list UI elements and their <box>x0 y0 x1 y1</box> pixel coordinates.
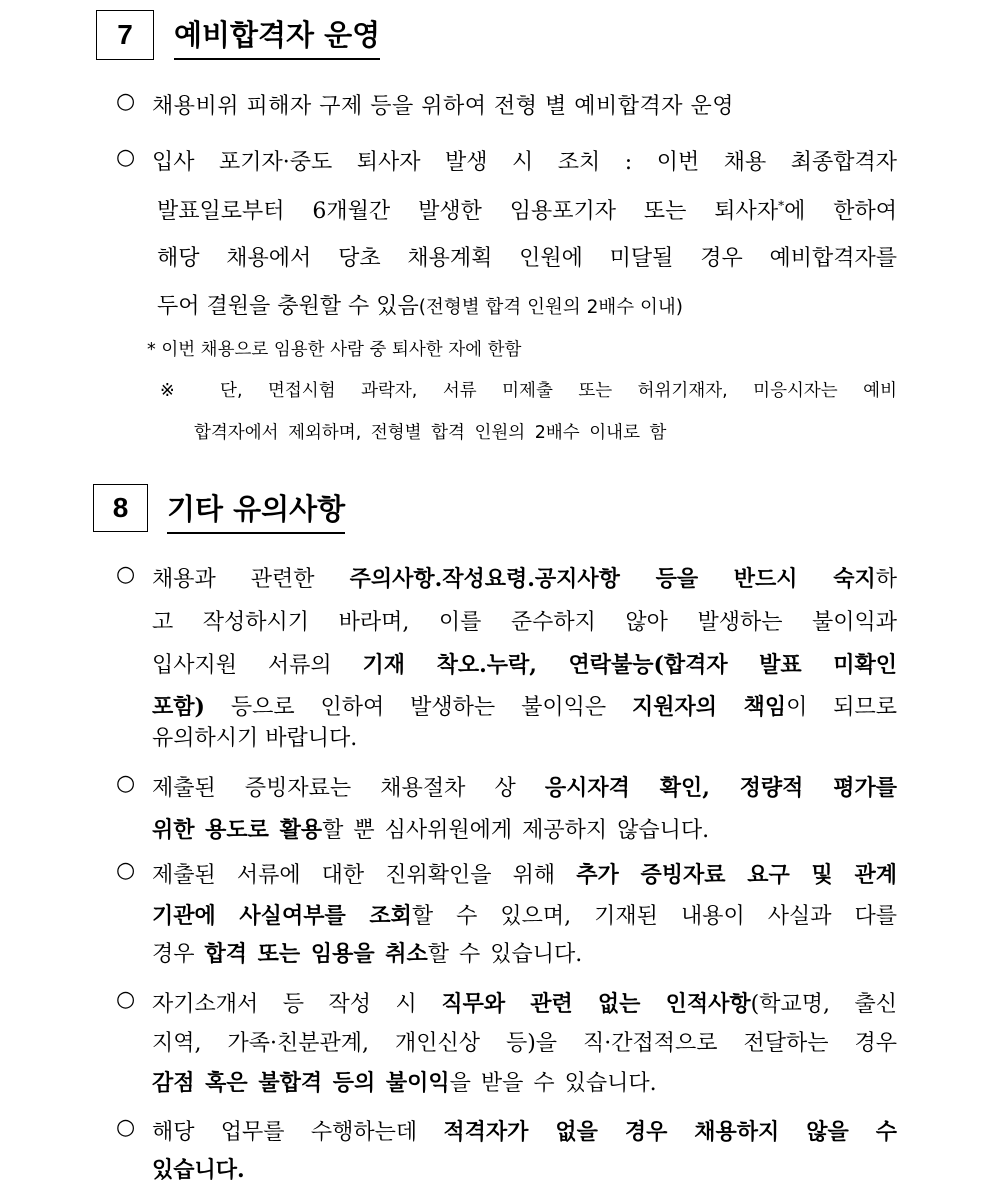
body-text-sans: (전형별 합격 인원의 2배수 이내) <box>418 297 683 318</box>
emphasis-text: 추가 증빙자료 요구 및 관계 <box>576 862 897 888</box>
emphasis-text: 주의사항.작성요령.공지사항 등을 반드시 숙지 <box>349 566 876 592</box>
emphasis-text: 포함) <box>152 694 205 720</box>
note-text: 합격자에서 제외하며, 전형별 합격 인원의 2배수 이내로 함 <box>194 423 667 443</box>
body-text: 할 뿐 심사위원에게 제공하지 않습니다. <box>322 818 710 843</box>
emphasis-text: 기재 착오.누락, 연락불능(합격자 발표 미확인 <box>362 652 897 678</box>
body-text: 이 되므로 <box>786 695 897 720</box>
section-number-box <box>93 484 148 532</box>
footnote-text: * 이번 채용으로 임용한 사람 중 퇴사한 자에 한함 <box>147 340 522 360</box>
section-number-box <box>96 10 154 60</box>
emphasis-text: 적격자가 없을 경우 채용하지 않을 수 <box>443 1119 897 1145</box>
body-text: 제출된 서류에 대한 진위확인을 위해 <box>152 863 577 888</box>
body-line <box>152 1066 657 1097</box>
section-number: 8 <box>112 492 129 523</box>
body-line: 유의하시기 바랍니다. <box>152 726 358 751</box>
body-line <box>152 987 897 1018</box>
body-line: 해당 채용에서 당초 채용계획 인원에 미달될 경우 예비합격자를 <box>157 246 897 271</box>
bullet-icon: ○ <box>116 858 136 883</box>
emphasis-text: 기관에 사실여부를 조회 <box>152 903 412 929</box>
body-text: 제출된 증빙자료는 채용절차 상 <box>152 776 545 801</box>
body-text: 해당 업무를 수행하는데 <box>152 1120 444 1145</box>
body-text: 할 수 있습니다. <box>427 942 583 967</box>
emphasis-text: 있습니다. <box>152 1157 245 1183</box>
body-text: 발표일로부터 6개월간 발생한 임용포기자 또는 퇴사자 <box>157 199 779 224</box>
emphasis-text: 감점 혹은 불합격 등의 불이익 <box>152 1070 450 1096</box>
body-text: 을 받을 수 있습니다. <box>449 1071 657 1096</box>
body-line <box>152 1153 245 1184</box>
body-text: 자기소개서 등 작성 시 <box>152 992 442 1017</box>
body-line <box>157 289 683 320</box>
body-line <box>152 937 582 968</box>
body-line: 지역, 가족·친분관계, 개인신상 등)을 직·간접적으로 전달하는 경우 <box>152 1031 897 1056</box>
body-line <box>157 194 897 225</box>
footnote-mark: * <box>778 198 785 213</box>
body-text: 입사지원 서류의 <box>152 653 363 678</box>
body-text: 경우 <box>152 942 205 967</box>
body-text: 하 <box>875 567 897 592</box>
body-line <box>152 1115 897 1146</box>
section-number: 7 <box>117 19 133 50</box>
bullet-icon: ○ <box>116 771 136 796</box>
note-text: ※ 단, 면접시험 과락자, 서류 미제출 또는 허위기재자, 미응시자는 예비 <box>160 381 897 401</box>
body-line <box>152 858 897 889</box>
body-line <box>152 813 709 844</box>
body-text: 채용과 관련한 <box>152 567 350 592</box>
section-title: 예비합격자 운영 <box>174 13 380 60</box>
emphasis-text: 위한 용도로 활용 <box>152 817 323 843</box>
body-text: (학교명, 출신 <box>750 992 897 1017</box>
emphasis-text: 지원자의 책임 <box>631 694 787 720</box>
body-text: 에 한하여 <box>784 199 897 224</box>
body-line: 고 작성하시기 바라며, 이를 준수하지 않아 발생하는 불이익과 <box>152 610 897 635</box>
emphasis-text: 합격 또는 임용을 취소 <box>204 941 428 967</box>
emphasis-text: 응시자격 확인, 정량적 평가를 <box>544 775 897 801</box>
body-line <box>152 899 897 930</box>
bullet-icon: ○ <box>116 987 136 1012</box>
body-text: 할 수 있으며, 기재된 내용이 사실과 다를 <box>411 904 897 929</box>
bullet-icon: ○ <box>116 562 136 587</box>
body-line <box>152 562 897 593</box>
body-line <box>152 771 897 802</box>
bullet-icon: ○ <box>116 89 136 114</box>
emphasis-text: 직무와 관련 없는 인적사항 <box>441 991 751 1017</box>
body-line <box>152 648 897 679</box>
body-line <box>152 690 897 721</box>
body-text: 두어 결원을 충원할 수 있음 <box>157 294 419 319</box>
body-line: 입사 포기자·중도 퇴사자 발생 시 조치 : 이번 채용 최종합격자 <box>152 150 897 175</box>
section-title: 기타 유의사항 <box>167 487 345 534</box>
body-text: 등으로 인하여 발생하는 불이익은 <box>204 695 632 720</box>
body-line: 채용비위 피해자 구제 등을 위하여 전형 별 예비합격자 운영 <box>152 94 734 119</box>
bullet-icon: ○ <box>116 1115 136 1140</box>
bullet-icon: ○ <box>116 145 136 170</box>
